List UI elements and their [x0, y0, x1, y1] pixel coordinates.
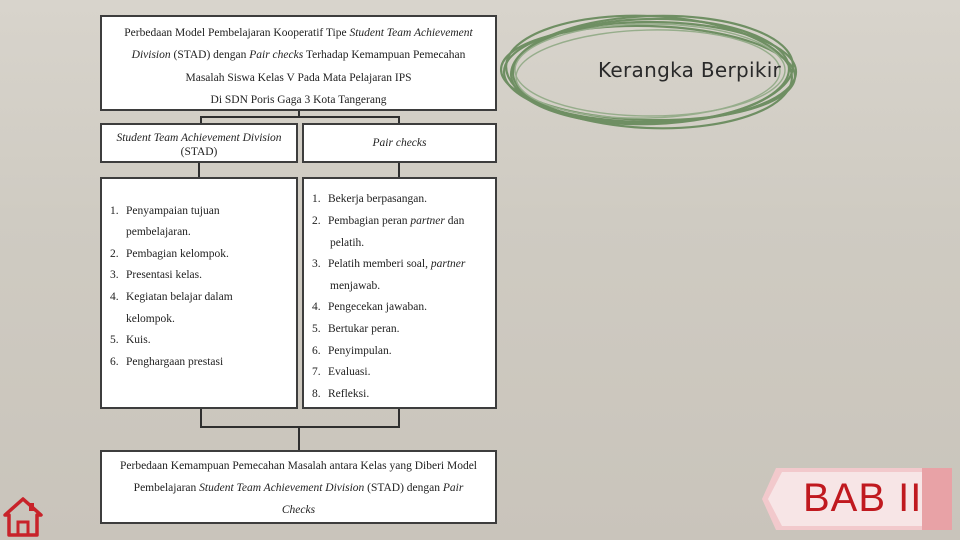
conclusion-line-1: Perbedaan Kemampuan Pemecahan Masalah antara Kelas yang Diberi Model	[120, 460, 477, 472]
connector-to-left-header	[200, 116, 202, 123]
connector-right-header-list	[398, 163, 400, 177]
list-item: 4. Kegiatan belajar dalam	[110, 291, 233, 303]
connector-left-header-list	[198, 163, 200, 177]
list-item: pembelajaran.	[126, 226, 191, 238]
pair-checks-steps-list	[302, 177, 497, 409]
list-item: 3. Presentasi kelas.	[110, 269, 203, 281]
list-item: 3. Pelatih memberi soal, partner	[312, 258, 466, 270]
title-line-4: Di SDN Poris Gaga 3 Kota Tangerang	[210, 94, 387, 106]
stad-header: Student Team Achievement Division (STAD)	[100, 123, 298, 163]
pair-checks-header: Pair checks	[302, 123, 497, 163]
list-item: 8. Refleksi.	[312, 388, 370, 400]
conclusion-line-2: Pembelajaran Student Team Achievement Division (STAD) dengan Pair	[133, 482, 464, 494]
list-item: 5. Bertukar peran.	[312, 323, 400, 335]
list-item: 2. Pembagian peran partner dan	[312, 215, 465, 227]
list-item: kelompok.	[126, 313, 175, 325]
connector-to-right-header	[398, 116, 400, 123]
stad-steps-list	[100, 177, 298, 409]
title-line-3: Masalah Siswa Kelas V Pada Mata Pelajaran IPS	[185, 72, 412, 84]
list-item: 4. Pengecekan jawaban.	[312, 301, 427, 313]
list-item: menjawab.	[330, 280, 381, 292]
connector-right-list-down	[398, 409, 400, 427]
list-item: 5. Kuis.	[110, 334, 151, 346]
list-item: pelatih.	[330, 237, 365, 249]
home-icon[interactable]	[2, 496, 44, 538]
list-item: 2. Pembagian kelompok.	[110, 248, 229, 260]
connector-to-bottom-box	[298, 426, 300, 450]
list-item: 7. Evaluasi.	[312, 366, 371, 378]
title-line-2: Division (STAD) dengan Pair checks Terhadap Kemampuan Pemecahan	[131, 49, 466, 61]
list-item: 6. Penyimpulan.	[312, 345, 392, 357]
connector-bottom-horizontal	[200, 426, 400, 428]
chapter-label: BAB II	[803, 476, 923, 520]
connector-title-horizontal	[200, 116, 400, 118]
section-heading: Kerangka Berpikir	[598, 58, 782, 82]
conclusion-box	[100, 450, 497, 524]
title-box	[100, 15, 497, 111]
list-item: 1. Bekerja berpasangan.	[312, 193, 427, 205]
list-item: 1. Penyampaian tujuan	[110, 205, 220, 217]
list-item: 6. Penghargaan prestasi	[110, 356, 224, 368]
conclusion-line-3: Checks	[281, 504, 316, 516]
title-line-1: Perbedaan Model Pembelajaran Kooperatif Tipe Student Team Achievement	[124, 27, 473, 39]
connector-left-list-down	[200, 409, 202, 427]
